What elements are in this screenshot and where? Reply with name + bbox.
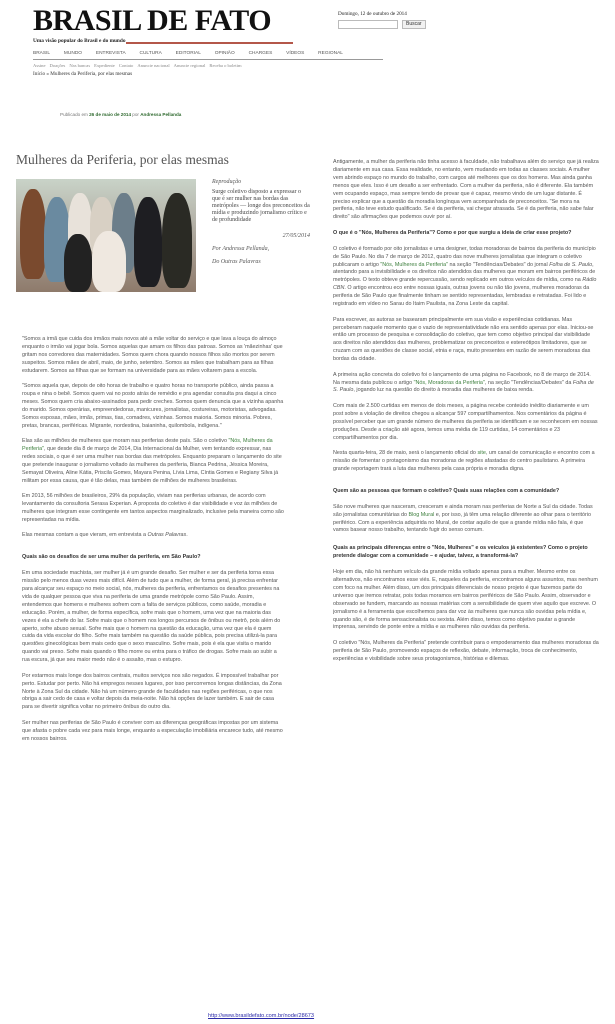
photo-figure xyxy=(134,197,162,287)
article-title: Mulheres da Periferia, por elas mesmas xyxy=(16,152,229,167)
paragraph: Em 2013, 56 milhões de brasileiros, 29% da população, viviam nas periferias urbanas, de acordo com levantamento da consultoria Serasa Experian. A proposta do coletivo é dar visibilidade e voz às milhões de mulheres que integram esse contingente em tantos aspectos marginalizado, inclusive pela maneira como são representadas na mídia. xyxy=(22,493,284,523)
nav-item-regional[interactable]: REGIONAL xyxy=(318,51,343,56)
photo-figure xyxy=(64,234,92,292)
interview-question: Quem são as pessoas que formam o coletivo? Quais suas relações com a comunidade? xyxy=(333,487,560,494)
link-blog-mural[interactable]: Blog Mural xyxy=(408,511,435,518)
nav-item-mundo[interactable]: MUNDO xyxy=(63,51,83,56)
paragraph xyxy=(22,532,284,540)
article-body-left xyxy=(22,336,284,1004)
byline-prefix: Publicado em xyxy=(60,112,88,117)
search-input[interactable] xyxy=(338,20,398,29)
paragraph xyxy=(333,450,599,474)
masthead xyxy=(33,6,293,45)
paragraph: Para escrever, as autoras se basearam principalmente em sua visão e experiências cotidianas. Mas perceberam naquele momento que o vazio de representatividade não era sentido apenas por elas. Iniciou-se então um processo de pesquisa e consolidação do coletivo, que tem como objetivo principal dar visibilidade aos direitos não atendidos das mulheres, problematizar os preconceitos e estereótipos limitadores, que se cruzam com as questões de classe social, etnia e raça, muito presentes em razão de serem moradoras das bordas da cidade. xyxy=(333,316,594,363)
subnav-assine[interactable]: Assine xyxy=(33,63,46,68)
subnav-expediente[interactable]: Expediente xyxy=(94,63,115,68)
byline-mid: por xyxy=(132,112,139,117)
interview-question: Quais as principais diferenças entre o "Nós, Mulheres" e os veículos já existentes? Como o projeto pretende dialogar com a comunidade – e ajudar, talvez, a transformá-la? xyxy=(333,545,588,560)
text-segment: , um canal de comunicação e encontro com a missão de fomentar o protagonismo das moradoras de regiões afastadas do centro paulistano. A primeira grande reportagem trará a luta das mulheres pela casa própria e moradia digna. xyxy=(333,450,595,472)
publication-name: Folha de S. Paulo xyxy=(333,379,594,394)
subnav-doacoes[interactable]: Doações xyxy=(49,63,66,68)
nav-item-videos[interactable]: VÍDEOS xyxy=(286,51,305,56)
article-date: 27/05/2014 xyxy=(282,233,310,239)
byline-author[interactable]: Andressa Pellanda xyxy=(140,112,182,117)
subnav-nas-bancas[interactable]: Nas bancas xyxy=(69,63,91,68)
photo-credit: Reprodução xyxy=(212,179,242,185)
article-photo xyxy=(16,179,196,292)
paragraph: O coletivo "Nós, Mulheres da Periferia" pretende contribuir para o empoderamento das mulheres moradoras da periferia de São Paulo, promovendo espaços de reflexão, debate, informação, troca de conhecimento, experiências e visibilidade sobre seus protagonismos, histórias e dilemas. xyxy=(333,639,599,662)
paragraph xyxy=(333,372,599,396)
paragraph: Hoje em dia, não há nenhum veículo da grande mídia voltado apenas para a mulher. Mesmo entre os alternativos, não encontramos esse viés. E, naqueles da periferia, encontramos alguns assuntos, mas nenhum com foco na mulher. Além disso, um dos principais diferenciais de nosso projeto é que fazemos parte do universo que iremos retratar, pois todas moramos em bairros periféricos de São Paulo. Assim, observador e observado se fundem, marcando as nossas matérias com a sensibilidade de quem vive aquilo que escreve. O jornalismo é a ferramenta que escolhemos para dar voz às mulheres que nunca são ouvidas pela mídia e, quando são, é de forma sensacionalista ou sexista. Além disso, temos como objetivo pautar a grande imprensa, servindo de ponte entre a mídia e as mulheres não ouvidas da periferia. xyxy=(333,569,598,631)
article-author: Por Andressa Pellanda, xyxy=(212,246,270,252)
paragraph xyxy=(333,246,599,309)
interview-question: O que é o "Nós, Mulheres da Periferia"? Como e por que surgiu a ideia de criar esse projeto? xyxy=(333,229,572,236)
link-nos-moradoras[interactable]: "Nós, Moradoras da Periferia" xyxy=(413,379,485,386)
link-artigo-nos-mulheres[interactable]: "Nós, Mulheres da Periferia" xyxy=(380,261,449,268)
paragraph: "Somos a irmã que cuida dos irmãos mais novos até a mãe voltar do serviço e que lava a louça do almoço enquanto o irmão vai jogar bola. Somos aquelas que amam os filhos das patroas. Somos as 'mãezinhas' que gritam nos corredores das maternidades. Somos quem chora quando nossos filhos são mortos por serem suspeitos. Somos mães de abril, maio, de junho, setembro. Somos as mães que trabalham para as filhas estudarem. Somos as filhas que se formam na universidade para as mães voltarem para a escola. xyxy=(22,336,283,374)
paragraph: Em uma sociedade machista, ser mulher já é um grande desafio. Ser mulher e ser da periferia torna essa missão pelo menos duas vezes mais difícil. Além de tudo que a mulher, de forma geral, já precisa enfrentar para alcançar seu espaço no meio social, nós, mulheres da periferia, enfrentamos os desafios presentes na vida de qualquer pessoa que viva na periferia de uma grande metrópole como São Paulo. Assim, entendemos que homens e mulheres sofrem com a falta de serviços públicos, como saúde, moradia e educação. Porém, a mulher, de forma específica, sofre mais que o homem, uma vez que na maioria das vezes é ela a chefe do lar. Sofre mais que o homem nos longos percursos de ônibus ou metrô, pois além do aperto, sofre abuso sexual. Sofre mais que o homem na questão da educação, uma vez que ela é quem cuida da vida escolar do filho. Sofre mais também na questão da saúde pública, pois precisa utilizá-la para questões ginecológicas bem mais cedo que o sexo masculino. Sofre mais, pois é ela que visita o marido quando vai preso. Sofre mais quando o filho morre ou entra para o tráfico de drogas. Sofre mais ao subir a rua escura, já que seu maior medo não é o assalto, mas o estupro. xyxy=(22,570,281,664)
interview-question: Quais são os desafios de ser uma mulher da periferia, em São Paulo? xyxy=(22,554,201,561)
search-button[interactable]: Buscar xyxy=(402,20,426,29)
date-search-box xyxy=(338,11,426,29)
publication-name: Folha de S. Paulo xyxy=(549,261,593,268)
site-tagline: Uma visão popular do Brasil e do mundo xyxy=(33,38,126,44)
link-site[interactable]: site xyxy=(477,450,486,457)
text-segment: . O artigo encontrou eco entre nossas iguais, outras jovens ou não tão jovens, mulheres moradoras da periferia de São Paulo que finalmente tinham se sentido representadas, lembradas e retratadas. Foi lido e registrado em vídeo no Sarau do Itaim Paulista, na Zona Leste da capital. xyxy=(333,285,590,308)
text-segment: Nesta quarta-feira, 28 de maio, será o lançamento oficial do xyxy=(333,450,476,457)
subnav-contato[interactable]: Contato xyxy=(118,63,134,68)
tagline-row xyxy=(33,38,293,45)
article-body-right xyxy=(333,159,599,1004)
byline-date[interactable]: 26 de maio de 2014 xyxy=(89,112,132,117)
nav-item-brasil[interactable]: BRASIL xyxy=(33,51,51,56)
current-date: Domingo, 12 de outubro de 2014 xyxy=(338,11,407,17)
paragraph: Antigamente, a mulher da periferia não tinha acesso à faculdade, não trabalhava além do serviço que já realiza diariamente em sua casa. Essa realidade, no entanto, vem mudando em todas as classes sociais. A mulher vem abrindo espaço no mundo do trabalho, com cargos até melhores que os dos homens. Mas ainda ganha menos que eles. Isso é um desafio a ser enfrentado. Com a mulher da periferia, não é diferente. Ela também vem ocupando espaço, mas sempre tendo de provar que é capaz, mesmo vindo de um lugar distante. É preciso explicar que a questão da moradia longínqua vem acompanhada de preconceitos. "Se mora na periferia, não teve estudo qualificado. Se é da periferia, vai chegar atrasada. Se é da periferia, não sabe falar direito" são afirmações que podemos ouvir por aí. xyxy=(333,159,599,221)
breadcrumb[interactable]: Início » Mulheres da Periferia, por elas mesmas xyxy=(33,71,133,77)
paragraph: "Somos aquela que, depois de oito horas de trabalho e quatro horas no transporte público, ainda passa a roupa e nina o bebê. Somos quem vai no posto atrás de remédio e pra agendar consulta pra daqui a cinco meses. Somos quem cria abaixo-assinados para pedir creches. Somos quem denuncia que a vizinha apanha do marido. Somos operárias, empreendedoras, manicures, jornalistas, costureiras, motoristas, advogadas. Somos esposas, mães, irmãs, primas, tias, comadres, vizinhas. Somos maioria. Somos minoria. Pobres, pretas, brancas, periféricas. Migrante, nordestina, baianinha, quilombola, indígena." xyxy=(22,383,284,429)
text-segment: , que desde dia 8 de março de 2014, Dia Internacional da Mulher, vem tentando expressar, nas redes sociais, o que é ser uma mulher nas bordas das metrópoles. Enquanto preparam o lançamento do site que pretende inaugurar o jornalismo voltado às mulheres da periferia, Bianca Pedrina, Jéssica Moreira, Semayat Oliveira, Aline Kátia, Priscila Gomes, Mayara Penina, Lívia Lima, Cíntia Gomes e Regiany Silva já militam por essa causa, que é tão delas, mas também de milhões de mulheres brasileiras. xyxy=(22,446,282,484)
main-nav xyxy=(33,50,383,60)
text-segment: , atentando para a invisibilidade e os direitos não atendidos das mulheres que moram em bairros periféricos de metrópoles. O texto obteve grande repercussão, sendo replicado em outros veículos de mídia, como na xyxy=(333,261,596,284)
nav-item-cultura[interactable]: CULTURA xyxy=(139,51,162,56)
site-logo[interactable]: BRASIL DE FATO xyxy=(33,4,272,37)
nav-item-charges[interactable]: CHARGES xyxy=(248,51,273,56)
text-segment: na seção "Tendências/Debates" do jornal xyxy=(449,261,548,268)
publication-name: Outras Palavras xyxy=(147,532,187,539)
text-segment: e, por isso, já têm uma relação diferente ao olhar para o território periférico. Com a experiência adquirida no Mural, de contar aquilo de que a grande mídia não fala, é que vamos basear nosso trabalho, tentando fugir do senso comum. xyxy=(333,511,592,534)
tagline-accent-bar xyxy=(126,42,293,44)
nav-item-entrevista[interactable]: ENTREVISTA xyxy=(95,51,126,56)
paragraph: Ser mulher nas periferias de São Paulo é conviver com as diferenças geográficas impostas por um sistema que afasta o pobre cada vez para mais longe, enquanto a especulação imobiliária encarece tudo, até mesmo em nossos bairros. xyxy=(22,719,283,742)
paragraph: Com mais de 2.500 curtidas em menos de dois meses, a página recebe conteúdo inédito diariamente e um post sobre a violação de direitos chegou a alcançar 597 compartilhamentos. Nos comentários da página é possível perceber que um grande número de mulheres da periferia se identificam e se reconhecem em nossas produções. Desde a criação até agora, temos uma média de 119 curtidas, 14 comentários e 23 compartilhamentos por dia. xyxy=(333,402,598,441)
publication-name: Rádio CBN xyxy=(333,277,597,292)
link-nos-mulheres[interactable]: "Nós, Mulheres da Periferia" xyxy=(22,438,273,453)
photo-figure xyxy=(92,231,126,292)
subnav-receba-boletim[interactable]: Receba o boletim xyxy=(209,63,242,68)
nav-item-opiniao[interactable]: OPINIÃO xyxy=(214,51,235,56)
source-url-link[interactable]: http://www.brasildefato.com.br/node/28673 xyxy=(208,1013,315,1019)
article-source: Do Outras Palavras xyxy=(212,259,261,265)
photo-figure xyxy=(162,193,192,288)
text-segment: Elas são as milhões de mulheres que moram nas periferias deste país. São o coletivo xyxy=(22,438,227,445)
paragraph: Por estarmos mais longe dos bairros centrais, muitos serviços nos são negados. É impossível trabalhar por perto. Estudar por perto. Não há empregos nesses lugares, por isso percorremos longas distâncias, da Zona Norte à Zona Sul da cidade. Não há um número grande de faculdades nas regiões periféricas, o que nos obriga a sair cedo de casa e voltar depois da meia-noite. Não há opções de lazer também. E sair de casa para se divertir significa voltar no primeiro ônibus do outro dia. xyxy=(22,672,282,711)
photo-figure xyxy=(20,189,46,279)
publish-byline xyxy=(60,111,181,118)
text-segment: Elas mesmas contam a que vieram, em entrevista a xyxy=(22,532,147,539)
text-segment: O coletivo é formado por oito jornalistas e uma designer, todas moradoras de bairros da periferia do município de São Paulo. No dia 7 de março de 2012, quatro das nove mulheres jornalistas que integram o coletivo publicaram o artigo xyxy=(333,245,596,268)
nav-item-editorial[interactable]: EDITORIAL xyxy=(175,51,201,56)
paragraph xyxy=(22,438,284,485)
text-segment: A primeira ação concreta do coletivo foi o lançamento de uma página no Facebook, no 8 de março de 2014. Na mesma data publicou o artigo xyxy=(333,371,591,386)
article-dek: Surge coletivo disposto a expressar o que é ser mulher nas bordas das metrópoles — longe dos preconceitos da mídia e produzindo jornalismo crítico e de profundidade xyxy=(212,189,310,223)
text-segment: , na seção "Tendências/Debates" da xyxy=(484,379,572,386)
text-segment: , jogando luz na questão do direito à moradia das mulheres de baixa renda. xyxy=(353,387,534,394)
text-segment: . xyxy=(186,532,188,539)
text-segment: São nove mulheres que nasceram, cresceram e ainda moram nas periferias de Norte a Sul da cidade. Todas são jornalistas comunitárias do xyxy=(333,503,593,518)
subnav-anuncie-regional[interactable]: Anuncie regional xyxy=(173,63,206,68)
sub-nav xyxy=(33,62,242,69)
subnav-anuncie-nacional[interactable]: Anuncie nacional xyxy=(137,63,170,68)
photo-caption xyxy=(212,178,310,266)
paragraph xyxy=(333,504,599,536)
search-form xyxy=(338,20,426,29)
